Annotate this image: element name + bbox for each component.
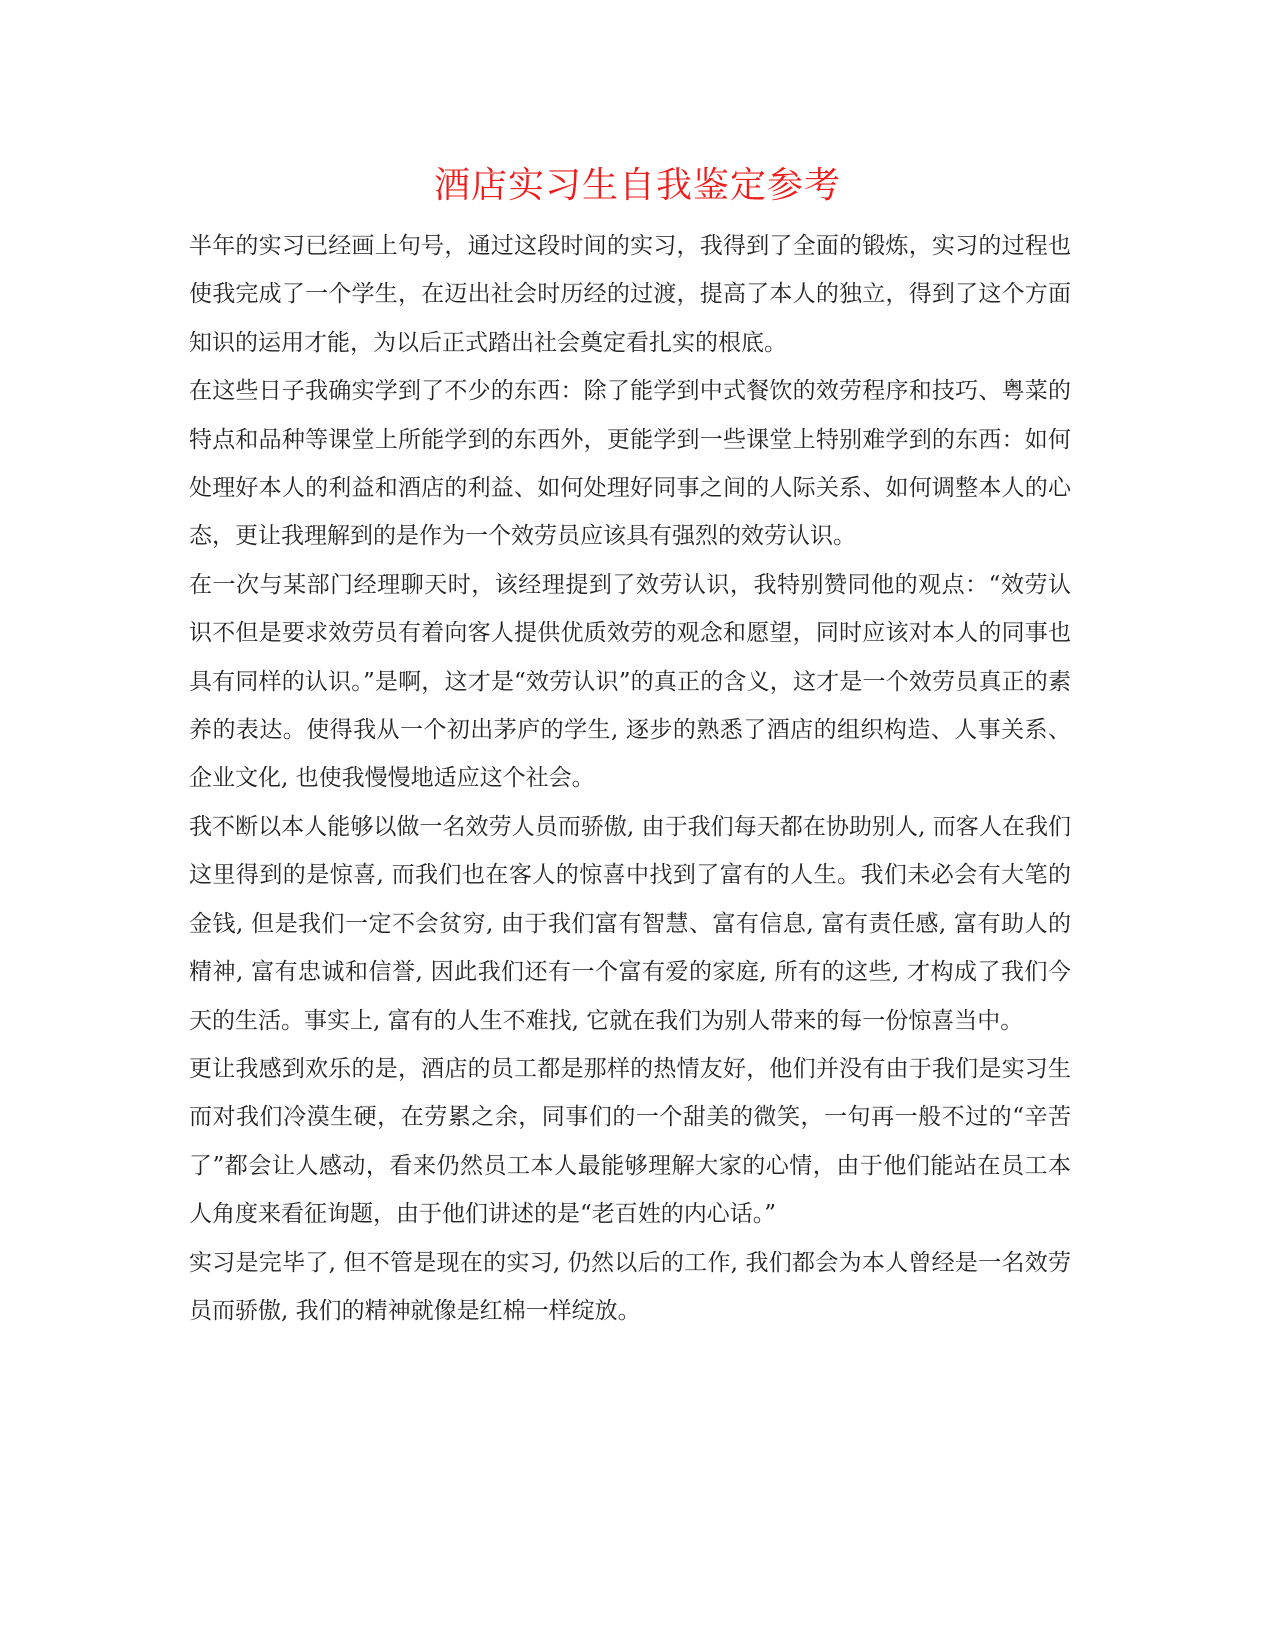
paragraph-2: 在这些日子我确实学到了不少的东西：除了能学到中式餐饮的效劳程序和技巧、粤菜的特点和品种等课堂上所能学到的东西外，更能学到一些课堂上特别难学到的东西：如何处理好本人的利益和酒店的利益、如何处理好同事之间的人际关系、如何调整本人的心态，更让我理解到的是作为一个效劳员应该具有强烈的效劳认识。 xyxy=(189,378,1071,550)
document-body xyxy=(189,222,1071,1335)
paragraph-3: 在一次与某部门经理聊天时，该经理提到了效劳认识，我特别赞同他的观点：“效劳认识不但是要求效劳员有着向客人提供优质效劳的观念和愿望，同时应该对本人的同事也具有同样的认识。”是啊，这才是“效劳认识”的真正的含义，这才是一个效劳员真正的素养的表达。使得我从一个初出茅庐的学生, 逐步的熟悉了酒店的组织构造、人事关系、企业文化, 也使我慢慢地适应这个社会。 xyxy=(189,571,1071,792)
paragraph-6: 实习是完毕了, 但不管是现在的实习, 仍然以后的工作, 我们都会为本人曾经是一名效劳员而骄傲, 我们的精神就像是红棉一样绽放。 xyxy=(189,1249,1071,1324)
paragraph-5: 更让我感到欢乐的是，酒店的员工都是那样的热情友好，他们并没有由于我们是实习生而对我们冷漠生硬，在劳累之余，同事们的一个甜美的微笑，一句再一般不过的“辛苦了”都会让人感动，看来仍然员工本人最能够理解大家的心情，由于他们能站在员工本人角度来看征询题，由于他们讲述的是“老百姓的内心话。” xyxy=(189,1055,1071,1228)
paragraph-1: 半年的实习已经画上句号，通过这段时间的实习，我得到了全面的锻炼，实习的过程也使我完成了一个学生，在迈出社会时历经的过渡，提高了本人的独立，得到了这个方面知识的运用才能，为以后正式踏出社会奠定看扎实的根底。 xyxy=(189,233,1071,356)
document-title: 酒店实习生自我鉴定参考 xyxy=(433,165,841,206)
paragraph-4: 我不断以本人能够以做一名效劳人员而骄傲, 由于我们每天都在协助别人, 而客人在我们这里得到的是惊喜, 而我们也在客人的惊喜中找到了富有的人生。我们未必会有大笔的金钱, 但是我们一定不会贫穷, 由于我们富有智慧、富有信息, 富有责任感, 富有助人的精神, 富有忠诚和信誉, 因此我们还有一个富有爱的家庭, 所有的这些, 才构成了我们今天的生活。事实上, 富有的人生不难找, 它就在我们为别人带来的每一份惊喜当中。 xyxy=(189,813,1071,1034)
